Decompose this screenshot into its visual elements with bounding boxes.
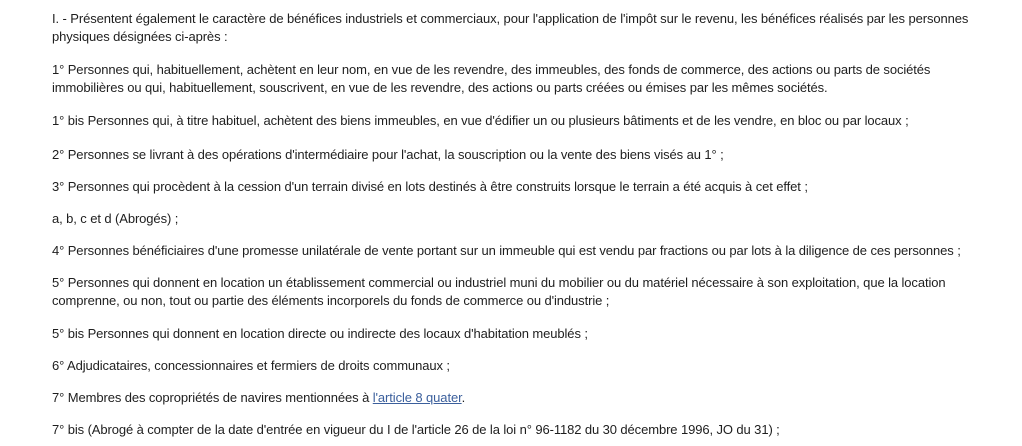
item-7-bis-paragraph: 7° bis (Abrogé à compter de la date d'entrée en vigueur du I de l'article 26 de la loi n° 96-1182 du 30 décembre 1996, JO du 31) ; — [52, 422, 780, 437]
item-4-paragraph: 4° Personnes bénéficiaires d'une promesse unilatérale de vente portant sur un immeuble qui est vendu par fractions ou par lots à la diligence de ces personnes ; — [52, 243, 961, 258]
item-5-bis-paragraph: 5° bis Personnes qui donnent en location directe ou indirecte des locaux d'habitation meublés ; — [52, 326, 588, 341]
item-7-prefix: 7° Membres des copropriétés de navires mentionnées à — [52, 390, 373, 405]
item-1-paragraph: 1° Personnes qui, habituellement, achètent en leur nom, en vue de les revendre, des immeubles, des fonds de commerce, des actions ou parts de sociétés immobilières ou qui, habituellement, souscrivent, en vue de les revendre, des actions ou parts créées ou émises par les mêmes sociétés. — [52, 62, 931, 95]
intro-paragraph: I. - Présentent également le caractère de bénéfices industriels et commerciaux, pour l'application de l'impôt sur le revenu, les bénéfices réalisés par les personnes physiques désignées ci-après : — [52, 11, 969, 44]
item-7-suffix: . — [461, 390, 466, 405]
item-1-bis-paragraph: 1° bis Personnes qui, à titre habituel, achètent des biens immeubles, en vue d'édifier un ou plusieurs bâtiments et de les vendre, en bloc ou par locaux ; — [52, 113, 909, 128]
item-3-paragraph: 3° Personnes qui procèdent à la cession d'un terrain divisé en lots destinés à être construits lorsque le terrain a été acquis à cet effet ; — [52, 179, 808, 194]
item-6-paragraph: 6° Adjudicataires, concessionnaires et fermiers de droits communaux ; — [52, 358, 450, 373]
item-2-paragraph: 2° Personnes se livrant à des opérations d'intermédiaire pour l'achat, la souscription ou la vente des biens visés au 1° ; — [52, 147, 724, 162]
item-7-paragraph — [52, 389, 465, 407]
item-5-paragraph: 5° Personnes qui donnent en location un établissement commercial ou industriel muni du mobilier ou du matériel nécessaire à son exploitation, que la location comprenne, ou non, tout ou partie des éléments incorporels du fonds de commerce ou d'industrie ; — [52, 275, 946, 308]
article-8-quater-link[interactable]: l'article 8 quater — [372, 390, 462, 405]
item-abcd-paragraph: a, b, c et d (Abrogés) ; — [52, 211, 179, 226]
